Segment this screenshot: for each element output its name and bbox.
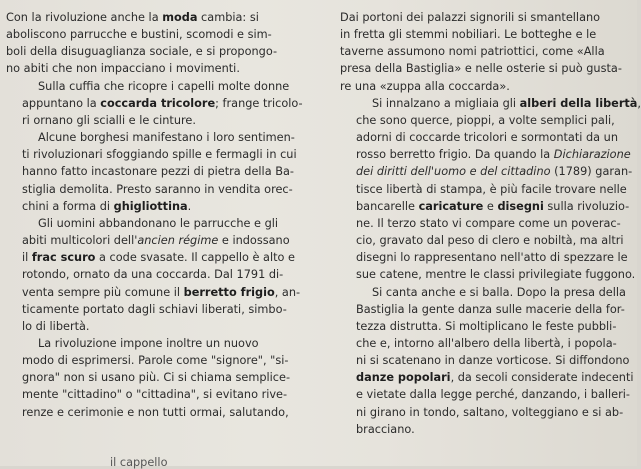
text-segment: aboliscono parrucche e bustini, scomodi e sim- bbox=[6, 28, 272, 42]
paragraph bbox=[6, 78, 322, 129]
text-segment: Dai portoni dei palazzi signorili si smantellano bbox=[340, 11, 601, 24]
text-segment: il bbox=[22, 251, 32, 265]
text-segment: . bbox=[187, 199, 192, 213]
text-segment: appuntano la bbox=[22, 96, 101, 110]
text-segment: Con la rivoluzione anche la bbox=[6, 11, 163, 24]
text-segment: re una «zuppa alla coccarda». bbox=[340, 79, 510, 93]
text-line bbox=[6, 112, 322, 129]
text-segment: , da secoli considerate indecenti bbox=[450, 371, 634, 385]
text-line bbox=[340, 78, 630, 95]
text-segment: sue catene, mentre le classi privilegiate fuggono. bbox=[356, 268, 636, 282]
text-segment: e vietate dalla legge perché, danzando, i balleri- bbox=[356, 388, 630, 402]
text-segment: boli della disuguaglianza sociale, e si propongo- bbox=[6, 45, 278, 59]
text-segment: abiti multicolori dell' bbox=[22, 234, 138, 248]
text-segment: Alcune borghesi manifestano i loro sentimen- bbox=[38, 131, 295, 145]
text-segment: a code svasate. Il cappello è alto e bbox=[95, 251, 295, 265]
text-segment: venta sempre più comune il bbox=[22, 285, 184, 299]
text-line bbox=[340, 95, 641, 112]
paragraph bbox=[6, 215, 322, 335]
text-segment: rotondo, ornato da una coccarda. Dal 1791 di- bbox=[22, 268, 284, 282]
text-line bbox=[340, 129, 630, 146]
text-line bbox=[340, 421, 630, 438]
text-line bbox=[6, 60, 322, 77]
paragraph bbox=[6, 129, 322, 215]
paragraph bbox=[6, 335, 322, 421]
bold-term: caricature bbox=[418, 199, 484, 213]
text-segment: tezza distrutta. Si moltiplicano le feste pubbli- bbox=[356, 319, 617, 333]
text-segment: modo di esprimersi. Parole come "signore", "si- bbox=[22, 354, 289, 368]
text-segment: bancarelle bbox=[356, 199, 419, 213]
text-segment: adorni di coccarde tricolori e sormontati da un bbox=[356, 131, 619, 145]
text-line bbox=[340, 232, 630, 249]
text-line bbox=[6, 129, 322, 146]
text-line bbox=[6, 9, 322, 26]
text-line bbox=[6, 78, 322, 95]
cut-off-line: il cappello bbox=[110, 456, 168, 469]
text-segment: , bbox=[637, 96, 641, 110]
paragraph bbox=[340, 284, 634, 438]
text-line bbox=[340, 404, 630, 421]
text-line bbox=[340, 198, 630, 215]
text-segment: ne. Il terzo stato vi compare come un poverac- bbox=[356, 216, 621, 230]
text-segment: lo di libertà. bbox=[22, 319, 90, 333]
text-segment: stiglia demolita. Presto saranno in vendita orec- bbox=[22, 182, 293, 196]
italic-term: dei diritti dell'uomo e del cittadino bbox=[356, 165, 551, 179]
bold-term: berretto frigio bbox=[183, 285, 275, 299]
text-line bbox=[6, 232, 322, 249]
text-segment: Si canta anche e si balla. Dopo la presa della bbox=[372, 285, 626, 299]
text-segment: e indossano bbox=[218, 234, 290, 248]
text-line bbox=[6, 249, 322, 266]
bold-term: disegni bbox=[497, 199, 544, 213]
text-segment: tisce libertà di stampa, è più facile trovare nelle bbox=[356, 182, 627, 196]
text-segment: Bastiglia la gente danza sulle macerie della for- bbox=[356, 302, 625, 316]
text-segment: disegni lo rappresentano nell'atto di spezzare le bbox=[356, 251, 628, 265]
text-segment: ni girano in tondo, saltano, volteggiano e si ab- bbox=[356, 405, 624, 419]
text-segment: no abiti che non impacciano i movimenti. bbox=[6, 62, 240, 76]
text-line bbox=[340, 60, 630, 77]
text-segment: presa della Bastiglia» e nelle osterie si può gusta- bbox=[340, 62, 622, 76]
text-segment: che e, intorno all'albero della libertà, i popola- bbox=[356, 336, 617, 350]
paragraph bbox=[340, 95, 641, 284]
text-segment: Sulla cuffia che ricopre i capelli molte donne bbox=[38, 79, 290, 93]
bold-term: frac scuro bbox=[31, 251, 96, 265]
text-segment: che sono querce, pioppi, a volte semplici pali, bbox=[356, 113, 615, 127]
text-segment: in fretta gli stemmi nobiliari. Le botteghe e le bbox=[340, 28, 597, 42]
text-line bbox=[340, 335, 630, 352]
text-line bbox=[340, 266, 636, 283]
text-line bbox=[6, 198, 322, 215]
text-segment: , an- bbox=[274, 285, 301, 299]
text-line bbox=[340, 301, 630, 318]
text-segment: (1789) garan- bbox=[550, 165, 633, 179]
text-line bbox=[6, 301, 322, 318]
paragraph bbox=[6, 9, 322, 78]
bold-term: moda bbox=[162, 11, 198, 24]
text-line bbox=[6, 318, 322, 335]
text-segment: hanno fatto incastonare pezzi di pietra della Ba- bbox=[22, 165, 294, 179]
italic-term: Dichiarazione bbox=[553, 148, 631, 162]
text-line bbox=[340, 181, 630, 198]
text-line bbox=[6, 181, 322, 198]
text-line bbox=[6, 43, 322, 60]
text-segment: ri ornano gli scialli e le cinture. bbox=[22, 113, 196, 127]
text-line bbox=[340, 43, 630, 60]
text-line bbox=[340, 146, 630, 163]
text-segment: Si innalzano a migliaia gli bbox=[372, 96, 520, 110]
right-text-column bbox=[340, 9, 641, 438]
text-line bbox=[6, 163, 322, 180]
text-line bbox=[340, 352, 630, 369]
text-line bbox=[6, 215, 322, 232]
text-line bbox=[340, 249, 630, 266]
text-segment: e bbox=[483, 199, 498, 213]
left-text-column bbox=[6, 9, 322, 421]
text-segment: mente "cittadino" o "cittadina", si evitano rive- bbox=[22, 388, 288, 402]
italic-term: ancien régime bbox=[137, 234, 219, 248]
bold-term: ghigliottina bbox=[113, 199, 188, 213]
text-segment: Gli uomini abbandonano le parrucche e gli bbox=[38, 216, 279, 230]
text-segment: gnora" non si usano più. Ci si chiama semplice- bbox=[22, 371, 291, 385]
text-line bbox=[6, 95, 322, 112]
text-line bbox=[6, 404, 322, 421]
text-line bbox=[6, 26, 322, 43]
text-segment: ; frange tricolo- bbox=[215, 96, 303, 110]
bold-term: alberi della libertà bbox=[519, 96, 638, 110]
text-line bbox=[340, 318, 630, 335]
text-line bbox=[6, 146, 322, 163]
text-segment: sulla rivoluzio- bbox=[543, 199, 630, 213]
text-segment: renze e cerimonie e non tutti ormai, salutando, bbox=[22, 405, 289, 419]
text-segment: rosso berretto frigio. Da quando la bbox=[356, 148, 554, 162]
text-line bbox=[340, 112, 630, 129]
text-segment: taverne assumono nomi patriottici, come «Alla bbox=[340, 45, 605, 59]
text-segment: ti rivoluzionari sfoggiando spille e fermagli in cui bbox=[22, 148, 297, 162]
bold-term: danze popolari bbox=[356, 371, 451, 385]
text-line bbox=[6, 335, 322, 352]
text-line bbox=[6, 284, 322, 301]
text-line bbox=[6, 266, 322, 283]
paragraph bbox=[340, 9, 630, 95]
text-segment: ni si scatenano in danze vorticose. Si diffondono bbox=[356, 354, 630, 368]
text-line bbox=[340, 369, 634, 386]
text-line bbox=[340, 215, 630, 232]
text-line bbox=[340, 284, 630, 301]
text-segment: La rivoluzione impone inoltre un nuovo bbox=[38, 336, 259, 350]
text-line bbox=[340, 9, 630, 26]
text-segment: bracciano. bbox=[356, 422, 415, 436]
text-line bbox=[6, 352, 322, 369]
text-line bbox=[6, 386, 322, 403]
text-line bbox=[6, 369, 322, 386]
text-line bbox=[340, 386, 630, 403]
text-line bbox=[340, 163, 633, 180]
text-segment: cambia: si bbox=[197, 11, 259, 24]
text-segment: ticamente portato dagli schiavi liberati, simbo- bbox=[22, 302, 287, 316]
bold-term: coccarda tricolore bbox=[100, 96, 216, 110]
text-segment: cio, gravato dal peso di clero e nobiltà, ma altri bbox=[356, 234, 624, 248]
text-segment: chini a forma di bbox=[22, 199, 114, 213]
text-line bbox=[340, 26, 630, 43]
